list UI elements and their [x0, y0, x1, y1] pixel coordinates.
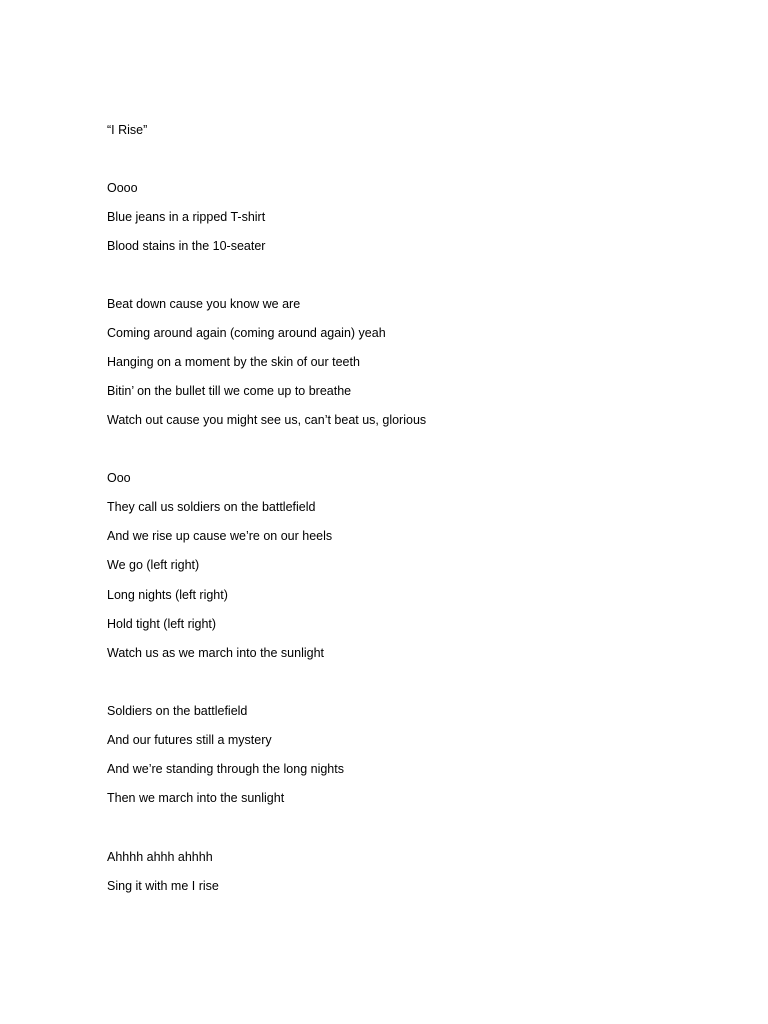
- lyric-line: Hanging on a moment by the skin of our teeth: [107, 355, 360, 369]
- lyric-line: Ahhhh ahhh ahhhh: [107, 850, 213, 864]
- lyric-line: Bitin’ on the bullet till we come up to breathe: [107, 384, 352, 398]
- lyric-line: We go (left right): [107, 558, 200, 572]
- lyric-line: Watch out cause you might see us, can’t beat us, glorious: [107, 413, 427, 427]
- song-title: “I Rise”: [107, 123, 148, 137]
- lyric-line: Sing it with me I rise: [107, 879, 219, 893]
- lyric-line: Coming around again (coming around again) yeah: [107, 326, 386, 340]
- lyric-line: Hold tight (left right): [107, 617, 217, 631]
- lyric-line: Blue jeans in a ripped T-shirt: [107, 210, 266, 224]
- lyric-line: Long nights (left right): [107, 588, 228, 602]
- lyric-line: And we’re standing through the long nights: [107, 762, 344, 776]
- lyric-line: Then we march into the sunlight: [107, 791, 285, 805]
- lyric-line: And we rise up cause we’re on our heels: [107, 529, 333, 543]
- lyric-line: Oooo: [107, 181, 138, 195]
- lyric-line: And our futures still a mystery: [107, 733, 272, 747]
- lyric-line: Soldiers on the battlefield: [107, 704, 248, 718]
- lyric-line: Blood stains in the 10-seater: [107, 239, 266, 253]
- lyric-line: They call us soldiers on the battlefield: [107, 500, 316, 514]
- lyric-line: Beat down cause you know we are: [107, 297, 301, 311]
- lyric-line: Ooo: [107, 471, 131, 485]
- lyric-line: Watch us as we march into the sunlight: [107, 646, 324, 660]
